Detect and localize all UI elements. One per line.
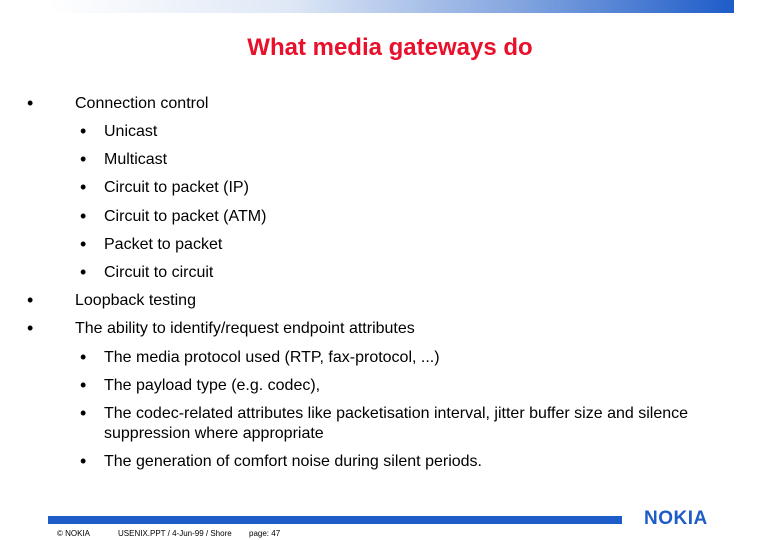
bullet-text: Multicast <box>104 151 168 168</box>
bullet-text: The codec-related attributes like packetisation interval, jitter buffer size and silence suppression where appropriate <box>104 405 689 442</box>
bullet-text: Connection control <box>75 95 209 112</box>
sub-bullet-item <box>80 451 482 472</box>
bullet-text: Packet to packet <box>104 236 223 253</box>
bullet-icon: • <box>80 375 87 395</box>
bullet-text: The payload type (e.g. codec), <box>104 377 321 394</box>
sub-bullet-item <box>80 375 321 396</box>
footer-page-number: page: 47 <box>249 529 281 538</box>
bullet-text: The ability to identify/request endpoint attributes <box>75 320 415 337</box>
footer-file-info: USENIX.PPT / 4-Jun-99 / Shore <box>118 529 232 538</box>
bullet-icon: • <box>27 93 34 113</box>
sub-bullet-item <box>80 347 440 368</box>
bullet-text: Circuit to packet (ATM) <box>104 208 267 225</box>
bullet-icon: • <box>80 347 87 367</box>
sub-bullet-item <box>80 262 214 283</box>
bullet-item <box>27 93 209 114</box>
bullet-text: Circuit to packet (IP) <box>104 179 249 196</box>
bullet-icon: • <box>80 262 87 282</box>
slide-title: What media gateways do <box>247 34 533 61</box>
bullet-text: Loopback testing <box>75 292 196 309</box>
bullet-item <box>27 318 415 339</box>
bullet-icon: • <box>80 451 87 471</box>
bullet-text: Unicast <box>104 123 158 140</box>
footer-copyright: © NOKIA <box>57 529 91 538</box>
bullet-icon: • <box>80 177 87 197</box>
footer-bar <box>48 516 622 524</box>
bullet-icon: • <box>80 234 87 254</box>
bullet-icon: • <box>27 318 34 338</box>
nokia-logo: NOKIA <box>644 508 708 529</box>
bullet-icon: • <box>27 290 34 310</box>
bullet-icon: • <box>80 121 87 141</box>
sub-bullet-item <box>80 177 249 198</box>
bullet-item <box>27 290 196 311</box>
bullet-icon: • <box>80 403 87 423</box>
bullet-text: The generation of comfort noise during silent periods. <box>104 453 482 470</box>
bullet-text: The media protocol used (RTP, fax-protocol, ...) <box>104 349 440 366</box>
sub-bullet-item <box>80 403 714 444</box>
sub-bullet-item <box>80 234 223 255</box>
sub-bullet-item <box>80 206 267 227</box>
sub-bullet-item <box>80 149 168 170</box>
bullet-icon: • <box>80 206 87 226</box>
bullet-icon: • <box>80 149 87 169</box>
sub-bullet-item <box>80 121 158 142</box>
bullet-text: Circuit to circuit <box>104 264 214 281</box>
